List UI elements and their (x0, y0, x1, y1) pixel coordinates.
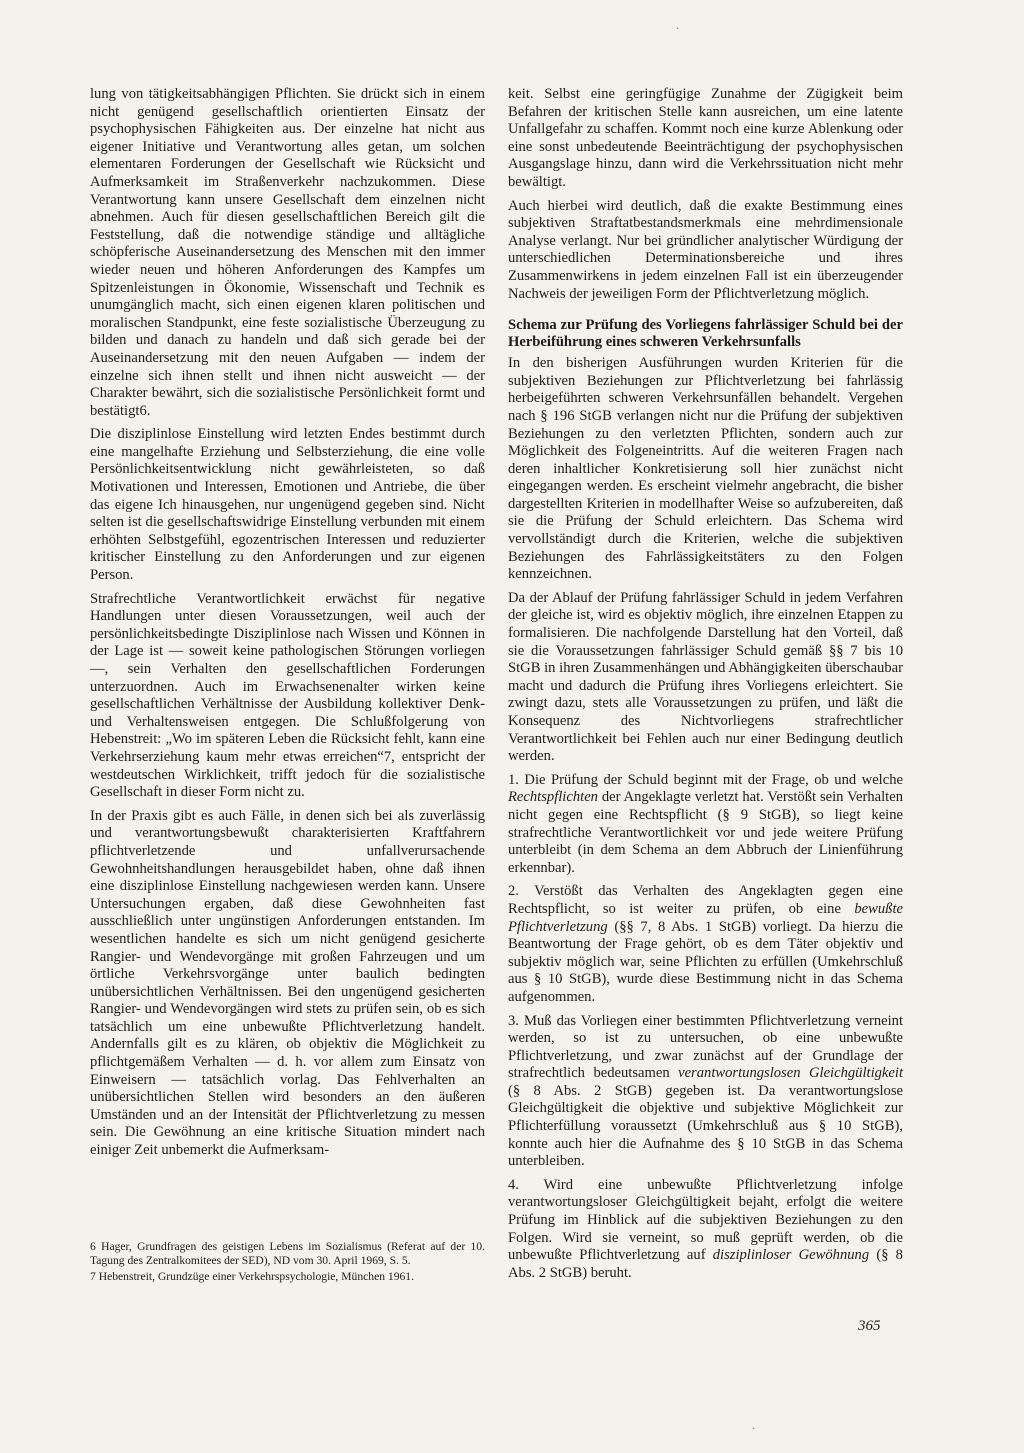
emphasis: verantwortungslosen Gleichgültigkeit (678, 1065, 903, 1082)
paragraph: keit. Selbst eine geringfügige Zunahme der Zügigkeit beim Befahren der kritischen Stelle kann ausreichen, um eine latente Unfallgefahr zu schaffen. Kommt noch eine kurze Ablenkung oder eine sonst unbedeutende Beeinträchtigung der psychophysischen Ausgangslage hinzu, dann wird die Verkehrssituation nicht mehr bewältigt. (508, 86, 903, 190)
numbered-paragraph-3 (508, 1013, 903, 1171)
emphasis: disziplinloser Gewöhnung (712, 1247, 870, 1264)
paragraph: lung von tätigkeitsabhängigen Pflichten. Sie drückt sich in einem nicht genügend gesellschaftlich orientierten Einsatz der psychophysischen Fähigkeiten aus. Der einzelne hat nicht aus eigener Initiative und Verantwortung alles getan, um solchen elementaren Forderungen der Gesellschaft wie Rücksicht und Aufmerksamkeit im Straßenverkehr nachzukommen. Diese Verantwortung kann unsere Gesellschaft dem einzelnen nicht abnehmen. Auch für diesen gesellschaftlichen Bereich gilt die Feststellung, daß die notwendige ständige und alltägliche schöpferische Auseinandersetzung des Menschen mit den immer wieder neuen und höheren Anforderungen des Kampfes um Spitzenleistungen in Ökonomie, Wissenschaft und Technik es unumgänglich macht, sich einen eigenen klaren politischen und moralischen Standpunkt, eine feste sozialistische Überzeugung zu bilden und danach zu handeln und daß sich gerade bei der Auseinandersetzung mit den neuen Aufgaben — indem der einzelne sich ihnen stellt und ihnen nicht ausweicht — der Charakter bewährt, sich die sozialistische Persönlichkeit formt und bestätigt6. (90, 86, 485, 419)
numbered-paragraph-1 (508, 772, 903, 878)
text-run: 4. Wird eine unbewußte Pflichtverletzung infolge verantwortungsloser Gleichgültigkeit bejaht, erfolgt die weitere Prüfung im Hinblick auf die subjektiven Beziehungen zu den Folgen. Wird sie verneint, so muß geprüft werden, ob die unbewußte Pflichtverletzung auf (508, 1176, 903, 1264)
scan-speck: · (752, 1424, 756, 1435)
paragraph: Da der Ablauf der Prüfung fahrlässiger Schuld in jedem Verfahren der gleiche ist, wird es objektiv möglich, ihre einzelnen Etappen zu formalisieren. Die nachfolgende Darstellung hat den Vorteil, daß sie die Voraussetzungen fahrlässiger Schuld gemäß §§ 7 bis 10 StGB in ihren Zusammenhängen und Abhängigkeiten überschaubar macht und dadurch die Prüfung ihres Vorliegens erleichtert. Sie zwingt dazu, stets alle Voraussetzungen zu prüfen, und läßt die Konsequenz des Nichtvorliegens strafrechtlicher Verantwortlichkeit bei Fehlen auch nur einer Bedingung deutlich werden. (508, 589, 903, 765)
footnotes (90, 1240, 485, 1286)
text-run: 2. Verstößt das Verhalten des Angeklagten gegen eine Rechtspflicht, so ist weiter zu prüfen, ob eine (508, 883, 903, 917)
left-column (90, 86, 485, 1166)
text-run: 1. Die Prüfung der Schuld beginnt mit der Frage, ob und welche (508, 771, 903, 788)
text-run: (§§ 7, 8 Abs. 1 StGB) vorliegt. Da hierzu die Beantwortung der Frage gehört, ob es dem Täter objektiv und subjektiv möglich war, seine Pflichten zu erfüllen (Umkehrschluß aus § 10 StGB), wurde diese Bestimmung nicht in das Schema aufgenommen. (508, 918, 903, 1005)
page-number: 365 (858, 1318, 881, 1334)
emphasis: Rechtspflichten (508, 789, 598, 806)
scan-speck: · (676, 24, 680, 35)
text-run: (§ 8 Abs. 2 StGB) beruht. (508, 1247, 903, 1281)
paragraph: In den bisherigen Ausführungen wurden Kriterien für die subjektiven Beziehungen zur Pflichtverletzung bei fahrlässig herbeigeführten schweren Verkehrsunfällen behandelt. Vergehen nach § 196 StGB verlangen nicht nur die Prüfung der subjektiven Beziehungen zu den verletzten Pflichten, sondern auch zur Möglichkeit des Folgeneintritts. Auf die weiteren Fragen nach deren inhaltlicher Konkretisierung soll hier zunächst nicht eingegangen werden. Es erscheint vielmehr angebracht, die bisher dargestellten Kriterien in modellhafter Weise so aufzubereiten, daß sie die Prüfung der Schuld erleichtern. Das Schema wird vervollständigt durch die Kriterien, welche die subjektiven Beziehungen des Fahrlässigkeitstäters zu den Folgen kennzeichnen. (508, 355, 903, 583)
numbered-paragraph-4 (508, 1177, 903, 1283)
right-column (508, 86, 903, 1288)
paragraph: Die disziplinlose Einstellung wird letzten Endes bestimmt durch eine mangelhafte Erziehung und Selbsterziehung, die eine volle Persönlichkeitsentwicklung nicht gewährleisteten, so daß Motivationen und Interessen, Emotionen und Antriebe, die über das eigene Ich hinausgehen, nur ungenügend gegeben sind. Nicht selten ist die gesellschaftswidrige Einstellung verbunden mit einem erhöhten Selbstgefühl, egozentrischen Interessen und reduzierter kritischer Einstellung zu den Anforderungen und zur eigenen Person. (90, 426, 485, 584)
paragraph: Strafrechtliche Verantwortlichkeit erwächst für negative Handlungen unter diesen Voraussetzungen, weil auch der persönlichkeitsbedingte Disziplinlose nach Wissen und Können in der Lage ist — soweit keine pathologischen Störungen vorliegen —, sein Verhalten den gesellschaftlichen Forderungen unterzuordnen. Auch im Erwachsenenalter wirken keine gesellschaftlichen Verhältnisse der Ausbildung kollektiver Denk- und Verhaltensweisen entgegen. Die Schlußfolgerung von Hebenstreit: „Wo im späteren Leben die Rücksicht fehlt, kann eine Verkehrserziehung kaum mehr etwas erreichen“7, entspricht der westdeutschen Wirklichkeit, trifft jedoch für die sozialistische Gesellschaft in dieser Form nicht zu. (90, 590, 485, 801)
paragraph: In der Praxis gibt es auch Fälle, in denen sich bei als zuverlässig und verantwortungsbewußt charakterisierten Kraftfahrern pflichtverletzende und unfallverursachende Gewohnheitshandlungen herausgebildet haben, ohne daß ihnen eine disziplinlose Einstellung nachgewiesen werden kann. Unsere Untersuchungen ergaben, daß diese Gewohnheiten fast ausschließlich unter ungünstigen Anforderungen entstanden. Im wesentlichen handelte es sich um nicht genügend gesicherte Rangier- und Wendevorgänge mit großen Fahrzeugen und um örtliche Verkehrsvorgänge unter baulich bedingten unübersichtlichen Verhältnissen. Bei den ungenügend gesicherten Rangier- und Wendevorgängen wird stets zu prüfen sein, ob es sich tatsächlich um eine unbewußte Pflichtverletzung handelt. Andernfalls gilt es zu klären, ob objektiv die Möglichkeit zu pflichtgemäßem Verhalten — d. h. vor allem zum Einsatz von Einweisern — tatsächlich vorlag. Das Fehlverhalten an unübersichtlichen Stellen wird besonders an den äußeren Umständen und an der Intensität der Pflichtverletzung zu messen sein. Die Gewöhnung an eine kritische Situation mindert nach einiger Zeit unbemerkt die Aufmerksam- (90, 807, 485, 1159)
numbered-paragraph-2 (508, 883, 903, 1006)
text-run: der Angeklagte verletzt hat. Verstößt sein Verhalten nicht gegen eine Rechtspflicht (§ 9 StGB), so liegt keine strafrechtliche Verantwortlichkeit vor und jede weitere Prüfung unterbleibt (in dem Schema an dem Abbruch der Linienführung erkennbar). (508, 789, 903, 876)
paragraph: Auch hierbei wird deutlich, daß die exakte Bestimmung eines subjektiven Straftatbestandsmerkmals eine mehrdimensionale Analyse verlangt. Nur bei gründlicher analytischer Würdigung der unterschiedlichen Determinationsbereiche und ihres Zusammenwirkens in jedem einzelnen Fall ist ein überzeugender Nachweis der jeweiligen Form der Pflichtverletzung möglich. (508, 197, 903, 302)
text-run: (§ 8 Abs. 2 StGB) gegeben ist. Da verantwortungslose Gleichgültigkeit die objektive und subjektive Möglichkeit zur Pflichterfüllung voraussetzt (Umkehrschluß aus § 10 StGB), konnte auch hier die Aufnahme des § 10 StGB in das Schema unterbleiben. (508, 1082, 903, 1170)
emphasis: bewußte Pflichtverletzung (508, 900, 903, 935)
footnote-7: 7 Hebenstreit, Grundzüge einer Verkehrspsychologie, München 1961. (90, 1270, 415, 1283)
section-heading: Schema zur Prüfung des Vorliegens fahrlässiger Schuld bei der Herbeiführung eines schweren Verkehrsunfalls (508, 317, 903, 351)
text-run: 3. Muß das Vorliegen einer bestimmten Pflichtverletzung verneint werden, so ist zu untersuchen, ob eine unbewußte Pflichtverletzung, und zwar zunächst auf der Grundlage der strafrechtlich bedeutsamen (508, 1012, 903, 1082)
footnote-6: 6 Hager, Grundfragen des geistigen Lebens im Sozialismus (Referat auf der 10. Tagung des Zentralkomitees der SED), ND vom 30. April 1969, S. 5. (90, 1240, 485, 1267)
